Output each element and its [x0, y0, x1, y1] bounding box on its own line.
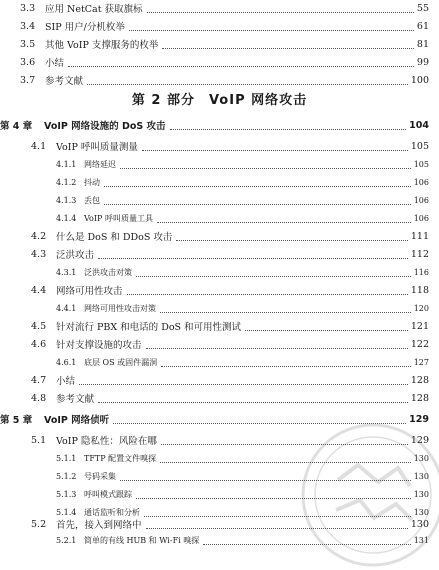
toc-entry	[31, 318, 429, 334]
entry-number: 4.4	[31, 284, 47, 296]
dot-leader	[127, 294, 408, 295]
toc-entry	[31, 372, 429, 388]
toc-entry	[56, 156, 429, 172]
entry-number: 5.2.1	[56, 535, 77, 545]
toc-entry	[31, 246, 429, 262]
entry-page: 106	[413, 213, 429, 223]
entry-number: 5.1	[31, 434, 47, 446]
entry-number: 5.1.2	[56, 471, 77, 481]
entry-page: 100	[410, 74, 429, 86]
toc-entry	[31, 138, 429, 154]
entry-page: 61	[416, 20, 429, 32]
entry-title: VoIP 呼叫质量测量	[56, 142, 138, 153]
entry-title: VoIP 隐私性：风险在哪	[56, 436, 157, 447]
chapter-heading	[0, 411, 429, 427]
chapter-heading	[0, 117, 429, 133]
entry-number: 4.3.1	[56, 267, 77, 277]
entry-page: 120	[413, 303, 429, 313]
entry-page: 111	[410, 230, 429, 242]
entry-title: 参考文献	[45, 76, 84, 87]
entry-title: 网络可用性攻击	[56, 286, 123, 297]
dot-leader	[146, 348, 408, 349]
entry-page: 105	[410, 140, 429, 152]
toc-entry	[56, 532, 429, 548]
entry-page: 128	[410, 392, 429, 404]
toc-entry	[31, 282, 429, 298]
entry-title: 泛洪攻击	[56, 250, 95, 261]
entry-title: 泛洪攻击对策	[84, 267, 132, 277]
entry-page: 118	[410, 284, 429, 296]
entry-page: 106	[413, 195, 429, 205]
dot-leader	[98, 402, 408, 403]
entry-title: 呼叫模式跟踪	[84, 489, 132, 499]
part-heading: 第 2 部分 VoIP 网络攻击	[131, 93, 308, 108]
toc-entry	[20, 36, 429, 52]
entry-number: 3.3	[20, 2, 36, 14]
entry-number: 4.1.4	[56, 213, 77, 223]
toc-entry	[56, 300, 429, 316]
entry-title: 小结	[56, 376, 76, 387]
entry-title: 通话监听和分析	[84, 507, 140, 517]
entry-page: 116	[413, 267, 429, 277]
chapter-page: 129	[409, 413, 429, 425]
entry-number: 4.1.2	[56, 177, 77, 187]
entry-number: 3.4	[20, 20, 36, 32]
toc-entry	[20, 54, 429, 70]
dot-leader	[68, 66, 414, 67]
entry-page: 130	[413, 453, 429, 463]
entry-number: 5.1.3	[56, 489, 77, 499]
dot-leader	[203, 544, 410, 545]
entry-page: 130	[413, 489, 429, 499]
entry-number: 4.2	[31, 230, 47, 242]
toc-entry	[56, 192, 429, 208]
entry-number: 5.1.4	[56, 507, 77, 517]
toc-entry	[31, 390, 429, 406]
entry-page: 130	[413, 507, 429, 517]
entry-title: 首先，接入到网络中	[56, 520, 142, 531]
entry-title: TFTP 配置文件嗅探	[84, 453, 157, 463]
entry-page: 112	[410, 248, 429, 260]
entry-title: 网络可用性攻击对策	[84, 303, 156, 313]
entry-number: 4.3	[31, 248, 47, 260]
dot-leader	[162, 48, 414, 49]
dot-leader	[146, 528, 408, 529]
dot-leader	[161, 444, 408, 445]
entry-title: 小结	[45, 58, 65, 69]
entry-page: 121	[410, 320, 429, 332]
entry-title: 参考文献	[56, 394, 95, 405]
dot-leader	[136, 498, 411, 499]
entry-number: 4.1.3	[56, 195, 77, 205]
entry-title: 针对流行 PBX 和电话的 DoS 和可用性测试	[56, 322, 242, 333]
entry-number: 3.7	[20, 74, 36, 86]
dot-leader	[245, 330, 408, 331]
entry-number: 4.4.1	[56, 303, 77, 313]
dot-leader	[170, 129, 407, 130]
toc-entry	[56, 174, 429, 190]
toc-entry	[31, 516, 429, 532]
chapter-number: 第 5 章	[0, 415, 33, 426]
dot-leader	[120, 480, 411, 481]
entry-title: 什么是 DoS 和 DDoS 攻击	[56, 232, 173, 243]
dot-leader	[160, 312, 411, 313]
entry-title: VoIP 呼叫质量工具	[84, 213, 153, 223]
dot-leader	[142, 150, 408, 151]
entry-page: 55	[416, 2, 429, 14]
entry-title: 网络延迟	[84, 159, 116, 169]
dot-leader	[160, 462, 411, 463]
entry-title: 丢包	[84, 195, 100, 205]
dot-leader	[87, 84, 408, 85]
toc-entry	[56, 468, 429, 484]
entry-page: 99	[416, 56, 429, 68]
entry-number: 4.7	[31, 374, 47, 386]
entry-title: 号码采集	[84, 471, 116, 481]
toc-entry	[31, 228, 429, 244]
entry-number: 4.8	[31, 392, 47, 404]
entry-title: 其他 VoIP 支撑服务的枚举	[45, 40, 159, 51]
entry-number: 4.6	[31, 338, 47, 350]
toc-entry	[56, 450, 429, 466]
toc-entry	[56, 354, 429, 370]
dot-leader	[147, 12, 414, 13]
chapter-page: 104	[409, 119, 429, 131]
dot-leader	[104, 186, 411, 187]
toc-entry	[20, 72, 429, 88]
entry-title: 底层 OS 或固件漏洞	[84, 357, 158, 367]
entry-number: 4.6.1	[56, 357, 77, 367]
toc-entry	[56, 264, 429, 280]
entry-number: 3.5	[20, 38, 36, 50]
chapter-title: VoIP 网络设施的 DoS 攻击	[44, 121, 166, 132]
dot-leader	[176, 240, 407, 241]
chapter-number: 第 4 章	[0, 121, 33, 132]
entry-number: 4.1	[31, 140, 47, 152]
toc-entry	[56, 486, 429, 502]
toc-entry	[56, 210, 429, 226]
entry-page: 131	[413, 535, 429, 545]
entry-number: 5.2	[31, 518, 47, 530]
dot-leader	[120, 168, 411, 169]
entry-page: 106	[413, 177, 429, 187]
chapter-title: VoIP 网络侦听	[44, 415, 110, 426]
entry-number: 5.1.1	[56, 453, 77, 463]
dot-leader	[161, 366, 411, 367]
dot-leader	[136, 276, 411, 277]
entry-page: 81	[416, 38, 429, 50]
entry-page: 128	[410, 374, 429, 386]
entry-page: 127	[413, 357, 429, 367]
dot-leader	[129, 30, 414, 31]
entry-page: 130	[410, 518, 429, 530]
toc-entry	[31, 432, 429, 448]
dot-leader	[113, 423, 406, 424]
dot-leader	[104, 204, 411, 205]
entry-number: 4.1.1	[56, 159, 77, 169]
entry-title: 抖动	[84, 177, 100, 187]
entry-page: 122	[410, 338, 429, 350]
entry-number: 3.6	[20, 56, 36, 68]
dot-leader	[98, 258, 408, 259]
entry-page: 105	[413, 159, 429, 169]
toc-entry	[31, 336, 429, 352]
dot-leader	[79, 384, 408, 385]
toc-entry	[20, 18, 429, 34]
entry-title: SIP 用户/分机枚举	[45, 22, 125, 33]
entry-page: 129	[410, 434, 429, 446]
entry-title: 针对支撑设施的攻击	[56, 340, 142, 351]
entry-title: 简单的有线 HUB 和 Wi-Fi 嗅探	[84, 535, 200, 545]
toc-entry	[20, 0, 429, 16]
entry-title: 应用 NetCat 获取旗标	[45, 4, 143, 15]
entry-page: 130	[413, 471, 429, 481]
entry-number: 4.5	[31, 320, 47, 332]
dot-leader	[157, 222, 411, 223]
